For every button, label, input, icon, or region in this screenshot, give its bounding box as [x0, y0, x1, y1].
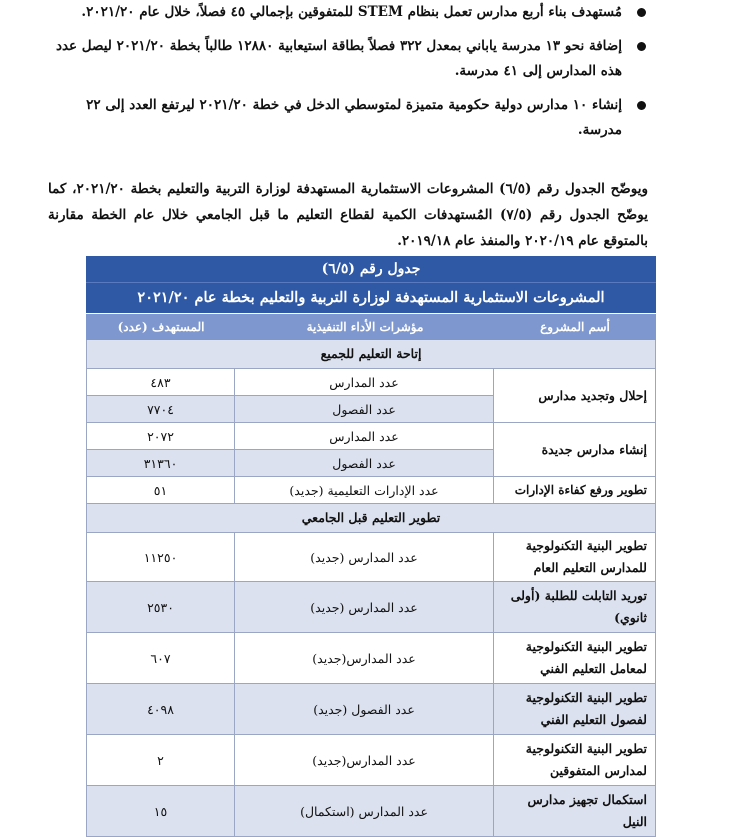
- target-cell: ٦٠٧: [150, 650, 171, 666]
- indicator-cell: عدد الفصول (جديد): [234, 684, 493, 734]
- target-cell: ١٥: [153, 803, 168, 819]
- bullet-item: إضافة نحو ١٣ مدرسة ياباني بمعدل ٣٢٢ فصلاً بطاقة استيعابية ١٢٨٨٠ طالباً بخطة ٢٠٢١/٢٠ ليصل عدد هذه المدارس إلى ٤١ مدرسة.: [48, 34, 648, 84]
- table-row: [86, 633, 656, 684]
- header-project: أسم المشروع: [540, 320, 610, 334]
- table-row: [86, 735, 656, 786]
- table-row-group: [86, 423, 656, 477]
- target-cell: ٧٧٠٤: [147, 401, 174, 417]
- section-heading: إتاحة التعليم للجميع: [86, 340, 656, 369]
- target-cell: ٤٨٣: [150, 374, 171, 390]
- table-row: [87, 395, 493, 422]
- section-heading: تطوير التعليم قبل الجامعي: [86, 504, 656, 533]
- indicator-cell: عدد المدارس: [234, 423, 493, 449]
- bullet-dot-icon: [637, 42, 646, 51]
- table-row: [87, 369, 493, 395]
- table-row: [86, 477, 656, 504]
- table-row: [86, 533, 656, 582]
- project-cell: إنشاء مدارس جديدة: [493, 423, 655, 476]
- table-header-row: [86, 313, 656, 340]
- target-cell: ٢: [157, 752, 164, 768]
- indicator-cell: عدد المدارس(جديد): [234, 735, 493, 785]
- indicator-cell: عدد المدارس: [234, 369, 493, 395]
- table-caption-number: جدول رقم (٦/٥): [86, 256, 656, 282]
- indicator-cell: عدد الإدارات التعليمية (جديد): [234, 477, 493, 503]
- project-cell: توريد التابلت للطلبة (أولى ثانوي): [493, 582, 655, 632]
- bullet-dot-icon: [637, 8, 646, 17]
- project-cell: تطوير البنية التكنولوجية لمدارس المتفوقين: [493, 735, 655, 785]
- projects-table: [86, 256, 656, 837]
- table-row: [86, 582, 656, 633]
- project-cell: تطوير ورفع كفاءة الإدارات: [493, 477, 655, 503]
- target-cell: ٤٠٩٨: [147, 701, 174, 717]
- bullet-list: [48, 0, 648, 152]
- indicator-cell: عدد المدارس(جديد): [234, 633, 493, 683]
- target-cell: ٣١٣٦٠: [143, 455, 178, 471]
- indicator-cell: عدد الفصول: [234, 450, 493, 476]
- body-paragraph: ويوضّح الجدول رقم (٦/٥) المشروعات الاستثمارية المستهدفة لوزارة التربية والتعليم بخطة ٢٠٢١/٢٠، كما يوضّح الجدول رقم (٧/٥) المُستهدفات الكمية لقطاع التعليم ما قبل الجامعي خلال عام الخطة مقارنة بالمتوقع عام ٢٠٢٠/١٩ والمنفذ عام ٢٠١٩/١٨.: [48, 181, 649, 249]
- indicator-cell: عدد المدارس (جديد): [234, 533, 493, 581]
- project-cell: تطوير البنية التكنولوجية للمدارس التعليم العام: [493, 533, 655, 581]
- indicator-cell: عدد المدارس (استكمال): [234, 786, 493, 836]
- bullet-dot-icon: [637, 101, 646, 110]
- table-row-group: [86, 369, 656, 423]
- target-cell: ١١٢٥٠: [143, 549, 178, 565]
- target-cell: ٢٠٧٢: [147, 428, 174, 444]
- table-row: [87, 423, 493, 449]
- project-cell: استكمال تجهيز مدارس النيل: [493, 786, 655, 836]
- indicator-cell: عدد الفصول: [234, 396, 493, 422]
- bullet-item: إنشاء ١٠ مدارس دولية حكومية متميزة لمتوسطي الدخل في خطة ٢٠٢١/٢٠ ليرتفع العدد إلى ٢٢ مدرسة.: [48, 93, 648, 143]
- project-cell: إحلال وتجديد مدارس: [493, 369, 655, 422]
- header-target: المستهدف (عدد): [117, 320, 205, 334]
- table-row: [86, 684, 656, 735]
- project-cell: تطوير البنية التكنولوجية لمعامل التعليم الفني: [493, 633, 655, 683]
- target-cell: ٢٥٣٠: [147, 599, 174, 615]
- table-caption-title: المشروعات الاستثمارية المستهدفة لوزارة التربية والتعليم بخطة عام ٢٠٢١/٢٠: [86, 282, 656, 313]
- project-cell: تطوير البنية التكنولوجية لفصول التعليم الفني: [493, 684, 655, 734]
- bullet-item: مُستهدف بناء أربع مدارس تعمل بنظام STEM للمتفوقين بإجمالي ٤٥ فصلاً، خلال عام ٢٠٢١/٢٠.: [48, 0, 648, 25]
- indicator-cell: عدد المدارس (جديد): [234, 582, 493, 632]
- table-row: [86, 786, 656, 837]
- table-row: [87, 449, 493, 476]
- target-cell: ٥١: [153, 482, 168, 498]
- header-indicator: مؤشرات الأداء التنفيذية: [306, 320, 424, 334]
